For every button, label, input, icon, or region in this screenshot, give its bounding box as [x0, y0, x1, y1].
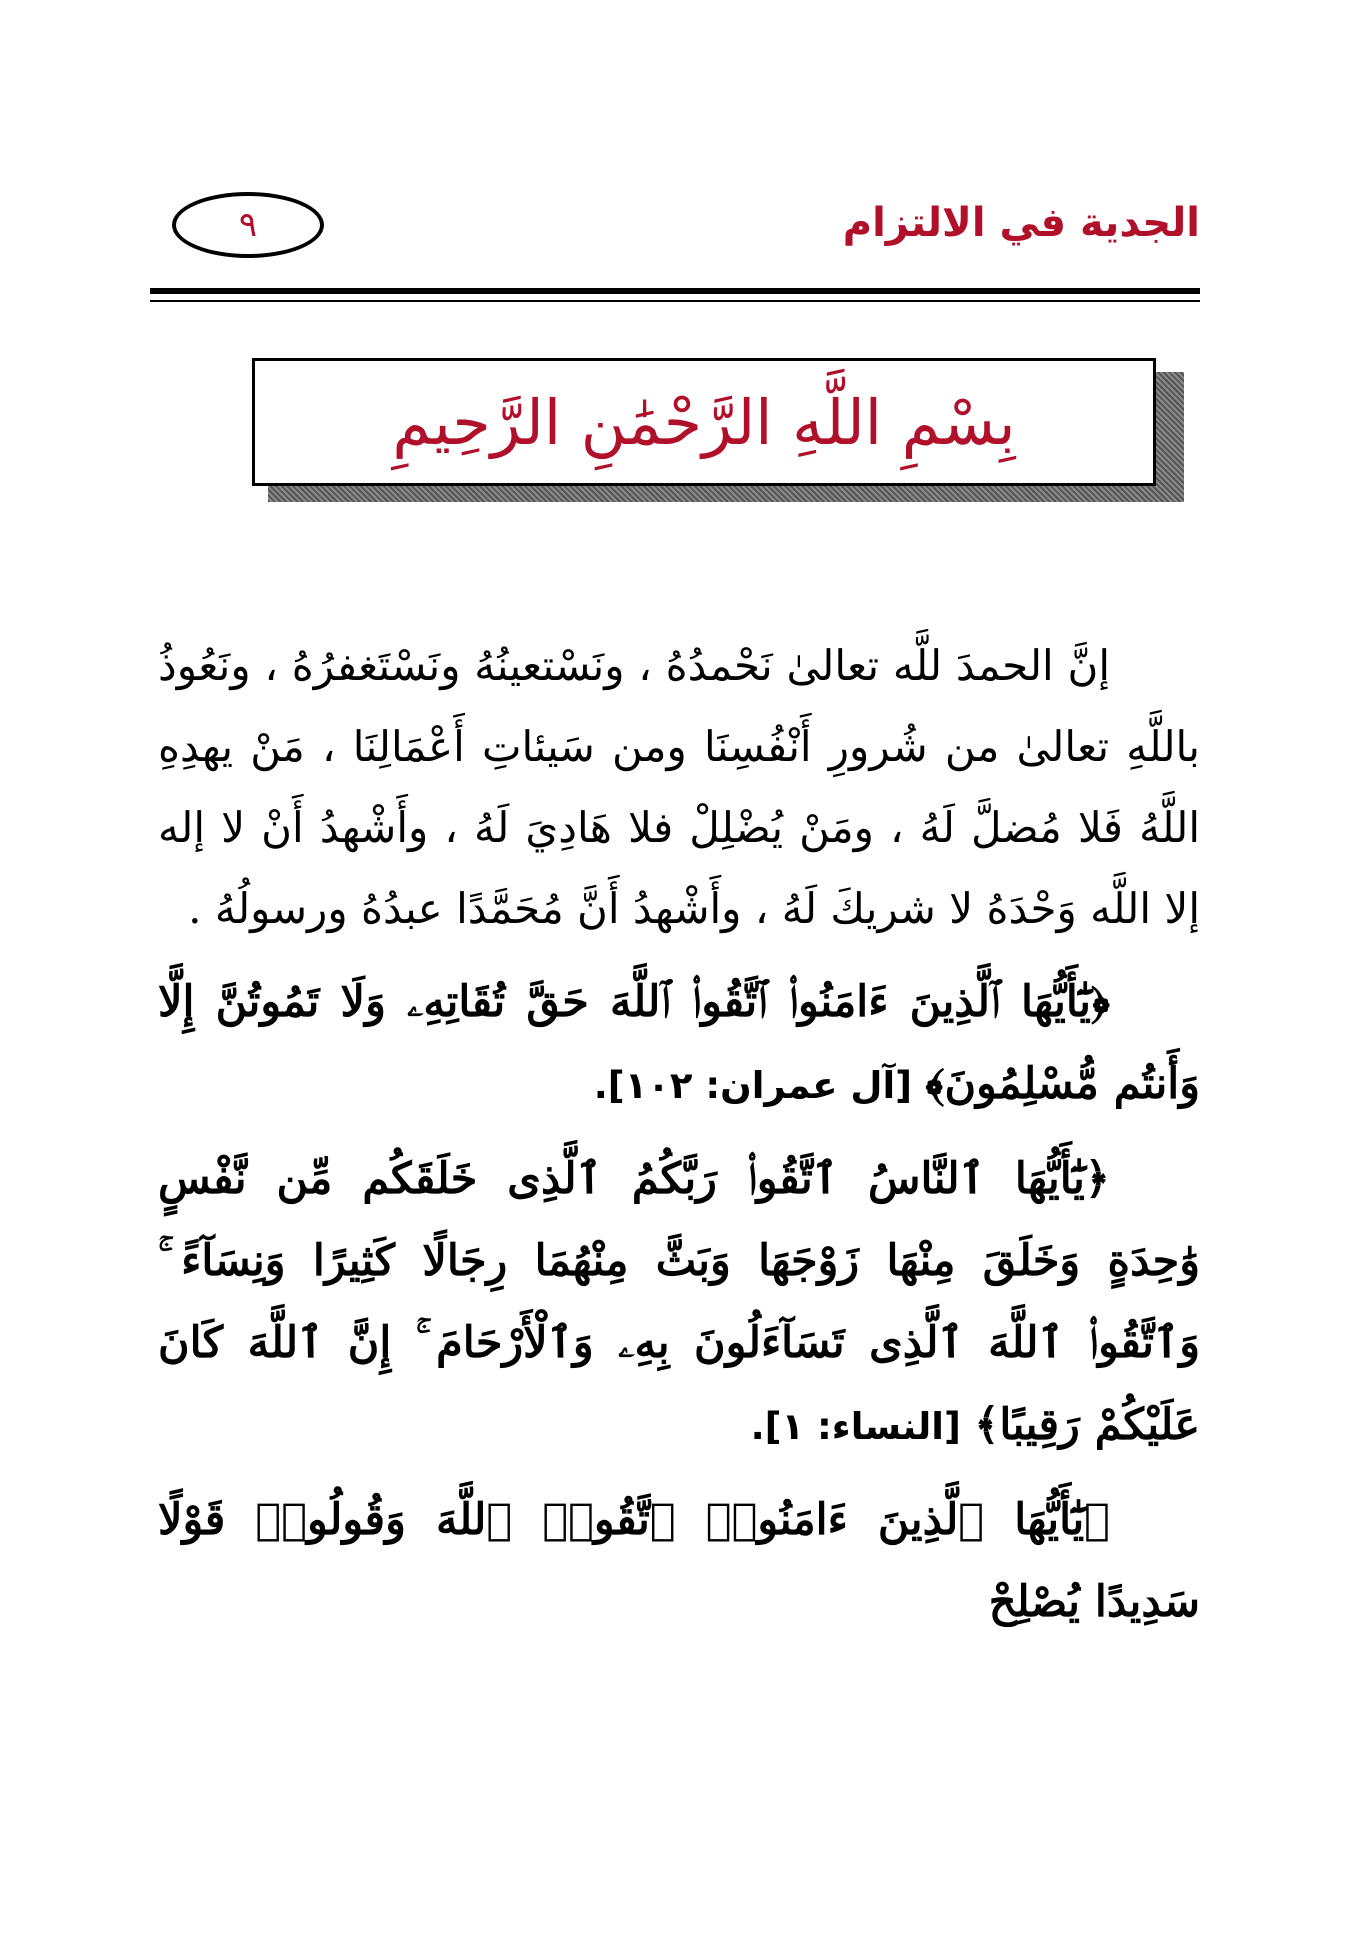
basmala-text: بِسْمِ اللَّهِ الرَّحْمَٰنِ الرَّحِيمِ: [392, 385, 1016, 459]
header-rule-thin: [150, 300, 1200, 302]
verse-citation: [النساء: ١].: [750, 1405, 961, 1448]
quran-verse: ﴿يَٰٓأَيُّهَا ٱلنَّاسُ ٱتَّقُوا۟ رَبَّكُمُ ٱلَّذِى خَلَقَكُم مِّن نَّفْسٍ وَٰحِدَةٍ وَخَلَقَ مِنْهَا زَوْجَهَا وَبَثَّ مِنْهُمَا رِجَالًا كَثِيرًا وَنِسَآءً ۚ وَٱتَّقُوا۟ ٱللَّهَ ٱلَّذِى تَسَآءَلُونَ بِهِۦ وَٱلْأَرْحَامَ ۚ إِنَّ ٱللَّهَ كَانَ عَلَيْكُمْ رَقِيبًا﴾: [158, 1154, 1200, 1450]
quran-verse: ﴿يَٰٓأَيُّهَا ٱلَّذِينَ ءَامَنُوا۟ ٱتَّقُوا۟ ٱللَّهَ حَقَّ تُقَاتِهِۦ وَلَا تَمُوتُنَّ إِلَّا وَأَنتُم مُّسْلِمُونَ﴾: [158, 977, 1200, 1109]
running-title: الجدية في الالتزام: [842, 200, 1200, 246]
basmala-frame: [252, 358, 1156, 486]
verse-paragraph: [158, 961, 1200, 1126]
intro-paragraph: إنَّ الحمدَ للَّه تعالىٰ نَحْمدُهُ ، ونَسْتعينُهُ ونَسْتَغفرُهُ ، ونَعُوذُ باللَّهِ تعالىٰ من شُرورِ أَنْفُسِنَا ومن سَيئاتِ أَعْمَالِنَا ، مَنْ يهدِهِ اللَّهُ فَلا مُضلَّ لَهُ ، ومَنْ يُضْلِلْ فلا هَادِيَ لَهُ ، وأَشْهدُ أَنْ لا إله إلا اللَّه وَحْدَهُ لا شريكَ لَهُ ، وأَشْهدُ أَنَّ مُحَمَّدًا عبدُهُ ورسولُهُ .: [158, 641, 1200, 933]
page-header: [150, 190, 1200, 280]
verse-paragraph: [158, 1138, 1200, 1467]
page-number: ٩: [172, 192, 324, 258]
quran-verse: ﴿يَٰٓأَيُّهَا ٱلَّذِينَ ءَامَنُوا۟ ٱتَّقُوا۟ ٱللَّهَ وَقُولُوا۟ قَوْلًا سَدِيدًا يُصْلِحْ: [158, 1495, 1200, 1627]
verse-paragraph: [158, 1479, 1200, 1643]
verse-citation: [آل عمران: ١٠٢].: [593, 1064, 913, 1107]
header-rule-thick: [150, 288, 1200, 294]
body-text: [158, 625, 1200, 1643]
